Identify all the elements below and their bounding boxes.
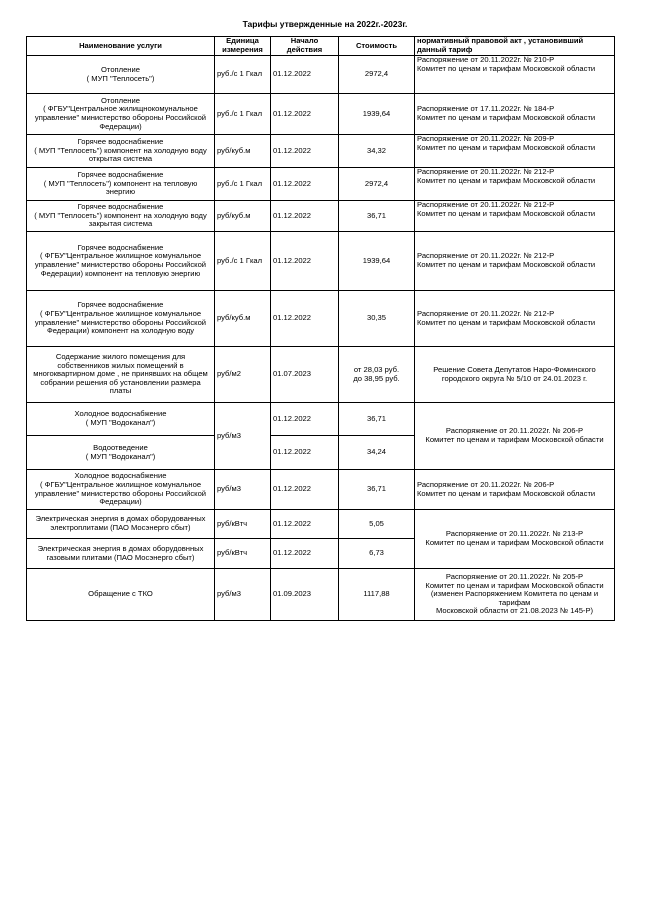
table-row — [27, 403, 615, 436]
service-cell: Горячее водоснабжение ( ФГБУ"Центральное жилищное комунальное управление" министерство обороны Российской Федерации) компонент на тепловую энергию — [27, 232, 215, 291]
table-row — [27, 168, 615, 201]
cost-cell: 36,71 — [339, 403, 415, 436]
cost-cell: от 28,03 руб. до 38,95 руб. — [339, 347, 415, 403]
act-cell: Распоряжение от 20.11.2022г. № 212-Р Комитет по ценам и тарифам Московской области — [415, 168, 615, 201]
service-cell: Обращение с ТКО — [27, 569, 215, 621]
start-date-cell: 01.12.2022 — [271, 510, 339, 539]
service-cell: Холодное водоснабжение ( ФГБУ"Центральное жилищное комунальное управление" министерство обороны Российской Федерации) — [27, 470, 215, 510]
service-cell: Отопление ( МУП "Теплосеть") — [27, 56, 215, 94]
unit-cell: руб./с 1 Гкал — [215, 232, 271, 291]
header-unit: Единица измерения — [215, 37, 271, 56]
unit-cell: руб/куб.м — [215, 135, 271, 168]
unit-cell: руб/м2 — [215, 347, 271, 403]
act-cell: Распоряжение от 17.11.2022г. № 184-Р Комитет по ценам и тарифам Московской области — [415, 94, 615, 135]
service-cell: Холодное водоснабжение ( МУП "Водоканал") — [27, 403, 215, 436]
start-date-cell: 01.12.2022 — [271, 539, 339, 569]
act-cell: Распоряжение от 20.11.2022г. № 206-Р Комитет по ценам и тарифам Московской области — [415, 470, 615, 510]
act-cell: Распоряжение от 20.11.2022г. № 205-Р Комитет по ценам и тарифам Московской области (изменен Распоряжением Комитета по ценам и тарифам Московской области от 21.08.2023 № 145-Р) — [415, 569, 615, 621]
page-title: Тарифы утвержденные на 2022г.-2023г. — [242, 19, 408, 29]
header-start: Начало действия — [271, 37, 339, 56]
act-cell: Распоряжение от 20.11.2022г. № 206-Р Комитет по ценам и тарифам Московской области — [415, 403, 615, 470]
service-cell: Водоотведение ( МУП "Водоканал") — [27, 436, 215, 470]
service-cell: Электрическая энергия в домах оборудованных электроплитами (ПАО Мосэнерго сбыт) — [27, 510, 215, 539]
unit-cell: руб/куб.м — [215, 291, 271, 347]
unit-cell: руб/м3 — [215, 569, 271, 621]
header-service: Наименование услуги — [27, 37, 215, 56]
table-row — [27, 56, 615, 94]
act-cell: Распоряжение от 20.11.2022г. № 213-Р Комитет по ценам и тарифам Московской области — [415, 510, 615, 569]
start-date-cell: 01.12.2022 — [271, 201, 339, 232]
service-cell: Содержание жилого помещения для собственников жилых помещений в многоквартирном доме , не принявших на общем собрании решения об установлении размера платы — [27, 347, 215, 403]
cost-cell: 2972,4 — [339, 56, 415, 94]
start-date-cell: 01.12.2022 — [271, 168, 339, 201]
cost-cell: 6,73 — [339, 539, 415, 569]
table-row — [27, 291, 615, 347]
cost-cell: 30,35 — [339, 291, 415, 347]
start-date-cell: 01.12.2022 — [271, 291, 339, 347]
act-cell: Решение Совета Депутатов Наро-Фоминского городского округа № 5/10 от 24.01.2023 г. — [415, 347, 615, 403]
start-date-cell: 01.12.2022 — [271, 403, 339, 436]
act-cell: Распоряжение от 20.11.2022г. № 212-Р Комитет по ценам и тарифам Московской области — [415, 232, 615, 291]
header-cost: Стоимость — [339, 37, 415, 56]
table-row — [27, 510, 615, 539]
start-date-cell: 01.07.2023 — [271, 347, 339, 403]
cost-cell: 34,24 — [339, 436, 415, 470]
table-row — [27, 569, 615, 621]
service-cell: Горячее водоснабжение ( МУП "Теплосеть") компонент на холодную воду закрытая система — [27, 201, 215, 232]
start-date-cell: 01.12.2022 — [271, 56, 339, 94]
act-cell: Распоряжение от 20.11.2022г. № 210-Р Комитет по ценам и тарифам Московской области — [415, 56, 615, 94]
cost-cell: 36,71 — [339, 470, 415, 510]
act-cell: Распоряжение от 20.11.2022г. № 212-Р Комитет по ценам и тарифам Московской области — [415, 201, 615, 232]
unit-cell: руб./с 1 Гкал — [215, 56, 271, 94]
table-row — [27, 347, 615, 403]
service-cell: Горячее водоснабжение ( МУП "Теплосеть") компонент на холодную воду открытая система — [27, 135, 215, 168]
start-date-cell: 01.12.2022 — [271, 135, 339, 168]
tariffs-table — [26, 36, 615, 621]
unit-cell: руб/м3 — [215, 403, 271, 470]
start-date-cell: 01.12.2022 — [271, 94, 339, 135]
cost-cell: 36,71 — [339, 201, 415, 232]
unit-cell: руб/кВтч — [215, 510, 271, 539]
service-cell: Горячее водоснабжение ( ФГБУ"Центральное жилищное комунальное управление" министерство обороны Российской Федерации) компонент на холодную воду — [27, 291, 215, 347]
start-date-cell: 01.12.2022 — [271, 232, 339, 291]
unit-cell: руб./с 1 Гкал — [215, 94, 271, 135]
table-header-row — [27, 37, 615, 56]
start-date-cell: 01.12.2022 — [271, 436, 339, 470]
cost-cell: 5,05 — [339, 510, 415, 539]
cost-cell: 1117,88 — [339, 569, 415, 621]
cost-cell: 2972,4 — [339, 168, 415, 201]
table-row — [27, 135, 615, 168]
unit-cell: руб/м3 — [215, 470, 271, 510]
cost-cell: 1939,64 — [339, 232, 415, 291]
act-cell: Распоряжение от 20.11.2022г. № 212-Р Комитет по ценам и тарифам Московской области — [415, 291, 615, 347]
unit-cell: руб./с 1 Гкал — [215, 168, 271, 201]
unit-cell: руб/кВтч — [215, 539, 271, 569]
cost-cell: 34,32 — [339, 135, 415, 168]
act-cell: Распоряжение от 20.11.2022г. № 209-Р Комитет по ценам и тарифам Московской области — [415, 135, 615, 168]
table-row — [27, 232, 615, 291]
service-cell: Отопление ( ФГБУ"Центральное жилищнокомунальное управление" министерство обороны Российской Федерации) — [27, 94, 215, 135]
header-act: нормативный правовой акт , установивший данный тариф — [415, 37, 615, 56]
table-row — [27, 470, 615, 510]
service-cell: Электрическая энергия в домах оборудовнных газовыми плитами (ПАО Мосэнерго сбыт) — [27, 539, 215, 569]
unit-cell: руб/куб.м — [215, 201, 271, 232]
table-row — [27, 94, 615, 135]
start-date-cell: 01.09.2023 — [271, 569, 339, 621]
cost-cell: 1939,64 — [339, 94, 415, 135]
start-date-cell: 01.12.2022 — [271, 470, 339, 510]
service-cell: Горячее водоснабжение ( МУП "Теплосеть") компонент на тепловую энергию — [27, 168, 215, 201]
table-row — [27, 201, 615, 232]
